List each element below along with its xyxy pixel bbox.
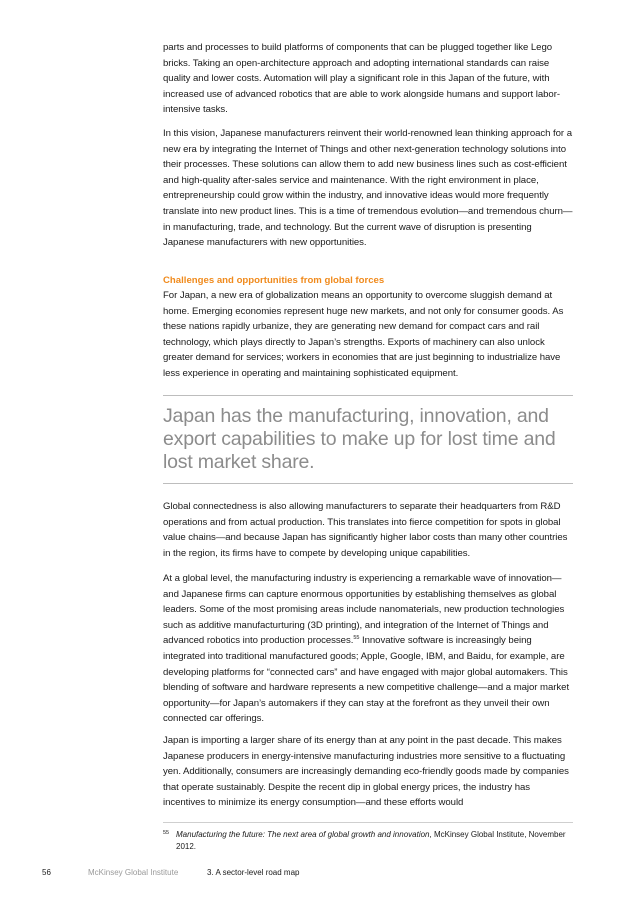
section-heading: Challenges and opportunities from global forces — [163, 275, 385, 286]
paragraph-4: Global connectedness is also allowing manufacturers to separate their headquarters from R&D operations and from actual production. This translates into fierce competition for spots in global value chains—and because Japan has significantly higher labor costs than many other countries in the region, its firms have to compete by developing unique capabilities. — [163, 501, 568, 559]
pullquote-bottom-rule — [163, 483, 573, 484]
footnote-number: 55 — [163, 830, 170, 836]
paragraph-1: parts and processes to build platforms of components that can be plugged together like Lego bricks. Taking an open-architecture approach and adopting international standards can raise quality and lower costs. Automation will play a significant role in this Japan of the future, with increased use of advanced robotics that are able to work alongside humans and support labor-intensive tasks. — [163, 42, 560, 116]
pullquote: Japan has the manufacturing, innovation, and export capabilities to make up for lost time and lost market share. — [163, 405, 556, 473]
paragraph-2: In this vision, Japanese manufacturers reinvent their world-renowned lean thinking approach for a new era by integrating the Internet of Things and other next-generation technology solutions into their processes. These solutions can allow them to add new business lines such as cost-efficient and high-quality after-sales service and maintenance. With the right environment in place, entrepreneurship could grow within the industry, and innovative ideas would more frequently translate into new product lines. This is a time of tremendous evolution—and tremendous churn—in manufacturing, trade, and technology. But the current wave of disruption is presenting Japanese manufacturers with new opportunities. — [163, 128, 573, 249]
paragraph-6: Japan is importing a larger share of its energy than at any point in the past decade. This makes Japanese producers in energy-intensive manufacturing industries more sensitive to a fluctuating yen. Additionally, consumers are increasingly demanding eco-friendly goods made by companies that operate sustainably. Despite the recent dip in global energy prices, the industry has incentives to minimize its energy consumption—and these efforts would — [163, 735, 569, 809]
pullquote-top-rule — [163, 395, 573, 396]
footnote-title: Manufacturing the future: The next area of global growth and innovation — [176, 830, 430, 839]
paragraph-5 — [163, 571, 573, 727]
page-number: 56 — [42, 868, 51, 877]
footnote-rest: , McKinsey Global Institute, November 2012. — [176, 830, 566, 851]
footnote-rule — [163, 822, 573, 823]
footer-section: 3. A sector-level road map — [207, 868, 300, 877]
footnote-reference: 55 — [353, 635, 360, 642]
paragraph-5-part-2: Innovative software is increasingly being integrated into traditional manufactured goods; Apple, Google, IBM, and Baidu, for example, are developing platforms for “connected cars” and have engaged with major global automakers. This blending of software and hardware represents a new competitive challenge—and a major market opportunity—for Japan’s automakers if they can stay at the forefront as they unveil their own connected car offerings. — [163, 635, 570, 725]
paragraph-3: For Japan, a new era of globalization means an opportunity to overcome sluggish demand at home. Emerging economies represent huge new markets, and not only for consumer goods. As these nations rapidly urbanize, they are generating new demand for compact cars and rail technology, which plays directly to Japan’s strengths. Exports of machinery can also unlock greater demand for services; workers in economies that are just beginning to industrialize have less experience in operating and maintaining sophisticated equipment. — [163, 290, 564, 379]
footnote — [163, 829, 573, 852]
paragraph-5-part-1: At a global level, the manufacturing industry is experiencing a remarkable wave of innovation—and Japanese firms can capture enormous opportunities by establishing themselves as global leaders. Some of the most promising areas include nanomaterials, new production technologies such as additive manufacturturing (3D printing), and integration of the Internet of Things and advanced robotics into production processes. — [163, 573, 565, 647]
footnote-text — [163, 829, 573, 852]
footer-publisher: McKinsey Global Institute — [88, 868, 179, 877]
